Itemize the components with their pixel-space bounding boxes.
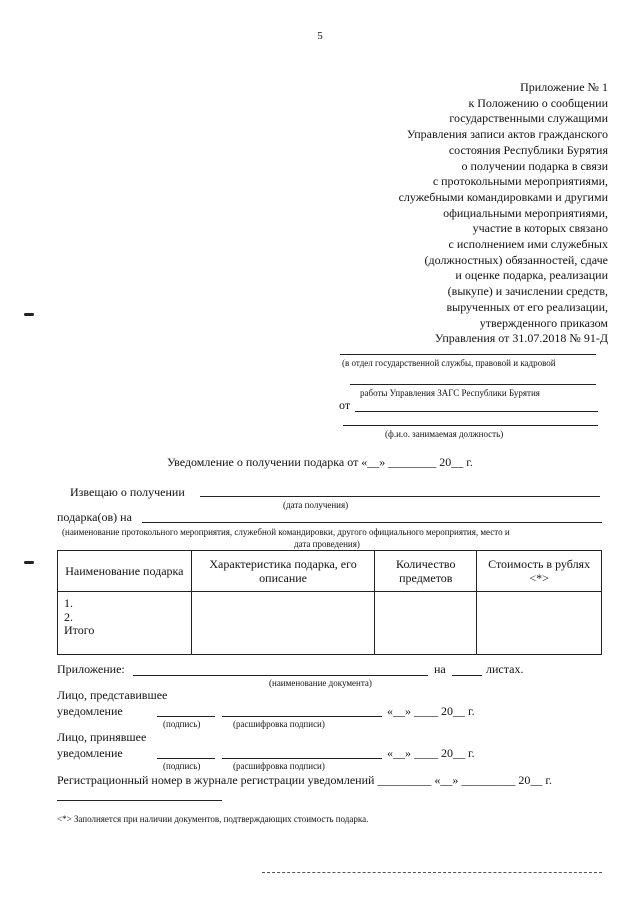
approval-header bbox=[399, 80, 608, 347]
fio-caption: (ф.и.о. занимаемая должность) bbox=[385, 429, 504, 439]
presenter-date: «__» ____ 20__ г. bbox=[387, 704, 475, 718]
header-line: утвержденного приказом bbox=[479, 315, 608, 330]
receiver-date: «__» ____ 20__ г. bbox=[387, 746, 475, 760]
sheets-label: листах. bbox=[486, 662, 524, 676]
document-caption: (наименование документа) bbox=[269, 678, 372, 688]
row-number: 2. bbox=[64, 609, 73, 624]
header-line: официальными мероприятиями, bbox=[443, 205, 608, 220]
receiver-label-1: Лицо, принявшее bbox=[57, 730, 147, 744]
scan-mark bbox=[24, 313, 34, 316]
receiver-decode-field[interactable] bbox=[222, 758, 382, 759]
scan-mark bbox=[24, 561, 34, 564]
presenter-signature-field[interactable] bbox=[157, 716, 215, 717]
header-line: государственными служащими bbox=[449, 111, 608, 126]
receipt-date-field[interactable] bbox=[200, 496, 600, 497]
header-line: участие в которых связано bbox=[472, 221, 608, 236]
notice-title: Уведомление о получении подарка от «__» ________ 20__ г. bbox=[167, 455, 473, 469]
header-line: состояния Республики Бурятия bbox=[448, 142, 608, 157]
description-cell[interactable] bbox=[191, 592, 375, 655]
total-label: Итого bbox=[64, 623, 95, 637]
presenter-decode-field[interactable] bbox=[222, 716, 382, 717]
from-label: от bbox=[339, 398, 351, 412]
header-line: Управления записи актов гражданского bbox=[406, 127, 608, 142]
header-line: с протокольными мероприятиями, bbox=[432, 174, 608, 189]
fio-field[interactable] bbox=[343, 425, 598, 426]
attachment-on-label: на bbox=[434, 662, 446, 676]
event-caption-1: (наименование протокольного мероприятия, служебной командировки, другого официального мероприятия, место и bbox=[62, 527, 510, 537]
inform-label: Извещаю о получении bbox=[70, 485, 185, 499]
receiver-signature-field[interactable] bbox=[157, 758, 215, 759]
header-line: (выкупе) и зачислении средств, bbox=[447, 284, 608, 299]
receiver-decode-caption: (расшифровка подписи) bbox=[233, 761, 325, 771]
header-line: Управления от 31.07.2018 № 91-Д bbox=[434, 331, 608, 346]
attachment-field[interactable] bbox=[133, 675, 428, 676]
attachment-label: Приложение: bbox=[57, 662, 125, 676]
presenter-decode-caption: (расшифровка подписи) bbox=[233, 719, 325, 729]
table-row bbox=[58, 592, 602, 655]
quantity-cell[interactable] bbox=[375, 592, 477, 655]
event-field[interactable] bbox=[142, 522, 602, 523]
header-line: (должностных) обязанностей, сдаче bbox=[424, 252, 608, 267]
header-line: служебными командировками и другими bbox=[398, 189, 608, 204]
presenter-label-2: уведомление bbox=[57, 704, 123, 718]
footnote-separator bbox=[57, 800, 222, 801]
header-line: к Положению о сообщении bbox=[468, 95, 608, 110]
presenter-label-1: Лицо, представившее bbox=[57, 688, 168, 702]
table-header-row bbox=[58, 551, 602, 592]
header-line: с исполнением ими служебных bbox=[448, 237, 608, 252]
gift-names-cell[interactable] bbox=[58, 592, 192, 655]
addressee-line[interactable] bbox=[340, 354, 596, 355]
col-header-quantity: Количество предметов bbox=[375, 551, 477, 592]
header-line: Приложение № 1 bbox=[520, 80, 608, 94]
cost-cell[interactable] bbox=[477, 592, 602, 655]
col-header-description: Характеристика подарка, его описание bbox=[191, 551, 375, 592]
receiver-label-2: уведомление bbox=[57, 746, 123, 760]
dept-caption-2: работы Управления ЗАГС Республики Бурятия bbox=[360, 388, 540, 398]
event-caption-2: дата проведения) bbox=[294, 539, 360, 549]
gifts-label: подарка(ов) на bbox=[57, 510, 132, 524]
header-line: о получении подарка в связи bbox=[461, 158, 608, 173]
receiver-sign-caption: (подпись) bbox=[163, 761, 201, 771]
presenter-sign-caption: (подпись) bbox=[163, 719, 201, 729]
dept-caption-1: (в отдел государственной службы, правовой и кадровой bbox=[342, 358, 556, 368]
page-number: 5 bbox=[317, 30, 323, 42]
from-field[interactable] bbox=[355, 411, 598, 412]
date-caption: (дата получения) bbox=[283, 500, 349, 510]
sheets-count-field[interactable] bbox=[452, 675, 482, 676]
header-line: вырученных от его реализации, bbox=[446, 299, 608, 314]
registration-line: Регистрационный номер в журнале регистрации уведомлений _________ «__» _________ 20__ г. bbox=[57, 773, 552, 787]
col-header-name: Наименование подарка bbox=[58, 551, 192, 592]
row-number: 1. bbox=[64, 596, 73, 610]
scan-edge-line bbox=[262, 872, 602, 873]
addressee-line[interactable] bbox=[350, 384, 596, 385]
footnote: <*> Заполняется при наличии документов, подтверждающих стоимость подарка. bbox=[57, 814, 369, 824]
header-line: и оценке подарка, реализации bbox=[455, 268, 608, 283]
gifts-table bbox=[57, 550, 602, 655]
col-header-cost: Стоимость в рублях <*> bbox=[477, 551, 602, 592]
